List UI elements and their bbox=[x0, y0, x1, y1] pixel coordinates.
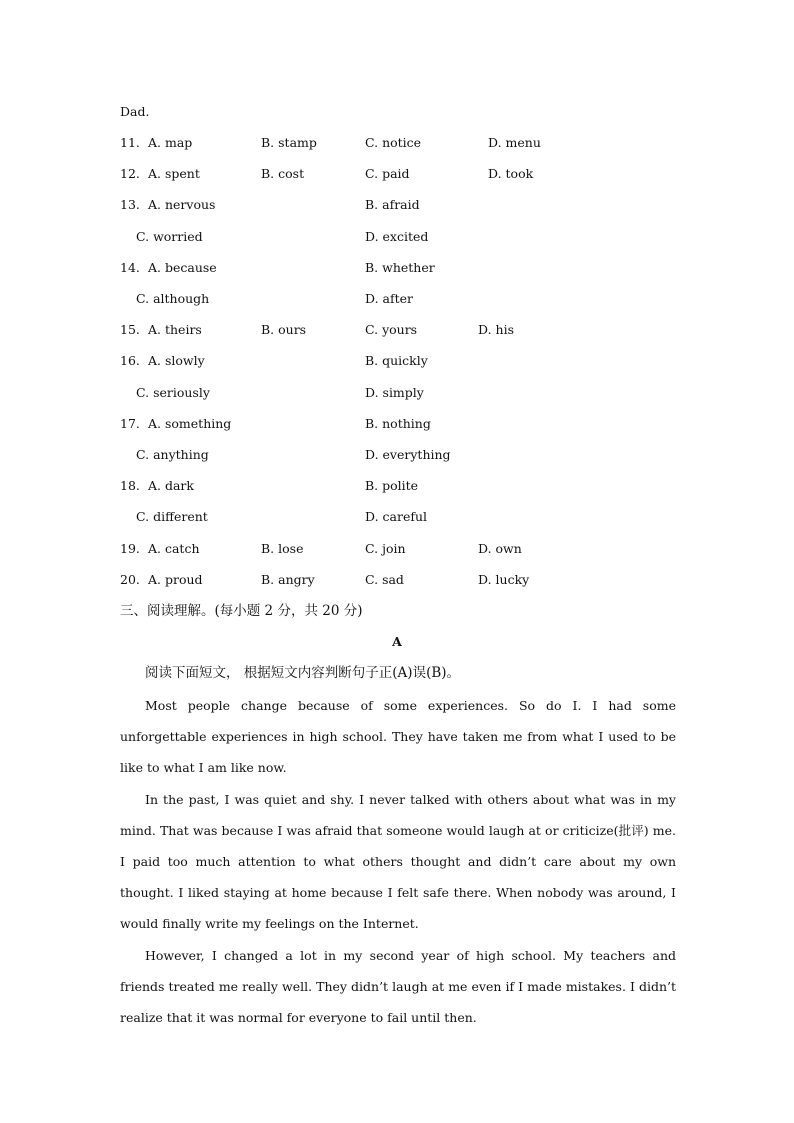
option-d: D. after bbox=[365, 291, 413, 306]
question-number: 18. bbox=[120, 478, 140, 493]
option-b: B. cost bbox=[261, 166, 305, 181]
option-a: A. catch bbox=[148, 541, 200, 556]
question-number: 11. bbox=[120, 135, 140, 150]
option-d: D. lucky bbox=[478, 572, 530, 587]
option-b: B. nothing bbox=[365, 416, 431, 431]
option-d: D. careful bbox=[365, 509, 428, 524]
question-number: 20. bbox=[120, 572, 140, 587]
option-b: B. angry bbox=[261, 572, 315, 587]
section-title: 三、阅读理解。(每小题 2 分，共 20 分) bbox=[120, 603, 363, 619]
option-b: B. ours bbox=[261, 322, 307, 337]
option-c: C. seriously bbox=[136, 385, 210, 400]
option-b: B. whether bbox=[365, 260, 435, 275]
option-a: A. spent bbox=[148, 166, 200, 181]
option-c: C. different bbox=[136, 509, 208, 524]
option-b: B. quickly bbox=[365, 353, 428, 368]
passage-text bbox=[120, 690, 676, 1033]
option-a: A. proud bbox=[148, 572, 203, 587]
paragraph-3: However, I changed a lot in my second year of high school. My teachers and friends treated me really well. They didn’t laugh at me even if I made mistakes. I didn’t realize that it was normal for everyone to fail until then. bbox=[120, 947, 676, 1026]
option-a: A. nervous bbox=[148, 197, 216, 212]
option-d: D. his bbox=[478, 322, 514, 337]
option-d: D. simply bbox=[365, 385, 424, 400]
option-a: A. theirs bbox=[148, 322, 202, 337]
option-b: B. polite bbox=[365, 478, 419, 493]
instruction: 阅读下面短文， 根据短文内容判断句子正(A)误(B)。 bbox=[145, 665, 461, 681]
question-number: 15. bbox=[120, 322, 140, 337]
option-d: D. took bbox=[488, 166, 534, 181]
option-a: A. slowly bbox=[148, 353, 205, 368]
question-number: 14. bbox=[120, 260, 140, 275]
option-c: C. although bbox=[136, 291, 210, 306]
question-number: 19. bbox=[120, 541, 140, 556]
option-a: A. something bbox=[148, 416, 232, 431]
option-d: D. everything bbox=[365, 447, 451, 462]
option-b: B. afraid bbox=[365, 197, 420, 212]
option-c: C. join bbox=[365, 541, 406, 556]
previous-text-line: Dad. bbox=[120, 104, 150, 119]
question-number: 17. bbox=[120, 416, 140, 431]
option-c: C. anything bbox=[136, 447, 209, 462]
option-b: B. lose bbox=[261, 541, 304, 556]
option-a: A. dark bbox=[148, 478, 194, 493]
question-number: 16. bbox=[120, 353, 140, 368]
paragraph-2: In the past, I was quiet and shy. I never talked with others about what was in my mind. That was because I was afraid that someone would laugh at or criticize(批评) me. I paid too much attention to what others thought and didn’t care about my own thought. I liked staying at home because I felt safe there. When nobody was around, I would finally write my feelings on the Internet. bbox=[120, 791, 676, 932]
paragraph-1: Most people change because of some experiences. So do I. I had some unforgettable experiences in high school. They have taken me from what I used to be like to what I am like now. bbox=[120, 698, 676, 776]
option-d: D. menu bbox=[488, 135, 541, 150]
option-c: C. sad bbox=[365, 572, 404, 587]
option-a: A. map bbox=[148, 135, 193, 150]
option-b: B. stamp bbox=[261, 135, 317, 150]
option-c: C. paid bbox=[365, 166, 410, 181]
option-d: D. excited bbox=[365, 229, 429, 244]
option-c: C. yours bbox=[365, 322, 418, 337]
question-number: 12. bbox=[120, 166, 140, 181]
option-c: C. notice bbox=[365, 135, 422, 150]
option-a: A. because bbox=[148, 260, 217, 275]
option-c: C. worried bbox=[136, 229, 203, 244]
passage-label: A bbox=[392, 634, 402, 649]
option-d: D. own bbox=[478, 541, 522, 556]
question-number: 13. bbox=[120, 197, 140, 212]
